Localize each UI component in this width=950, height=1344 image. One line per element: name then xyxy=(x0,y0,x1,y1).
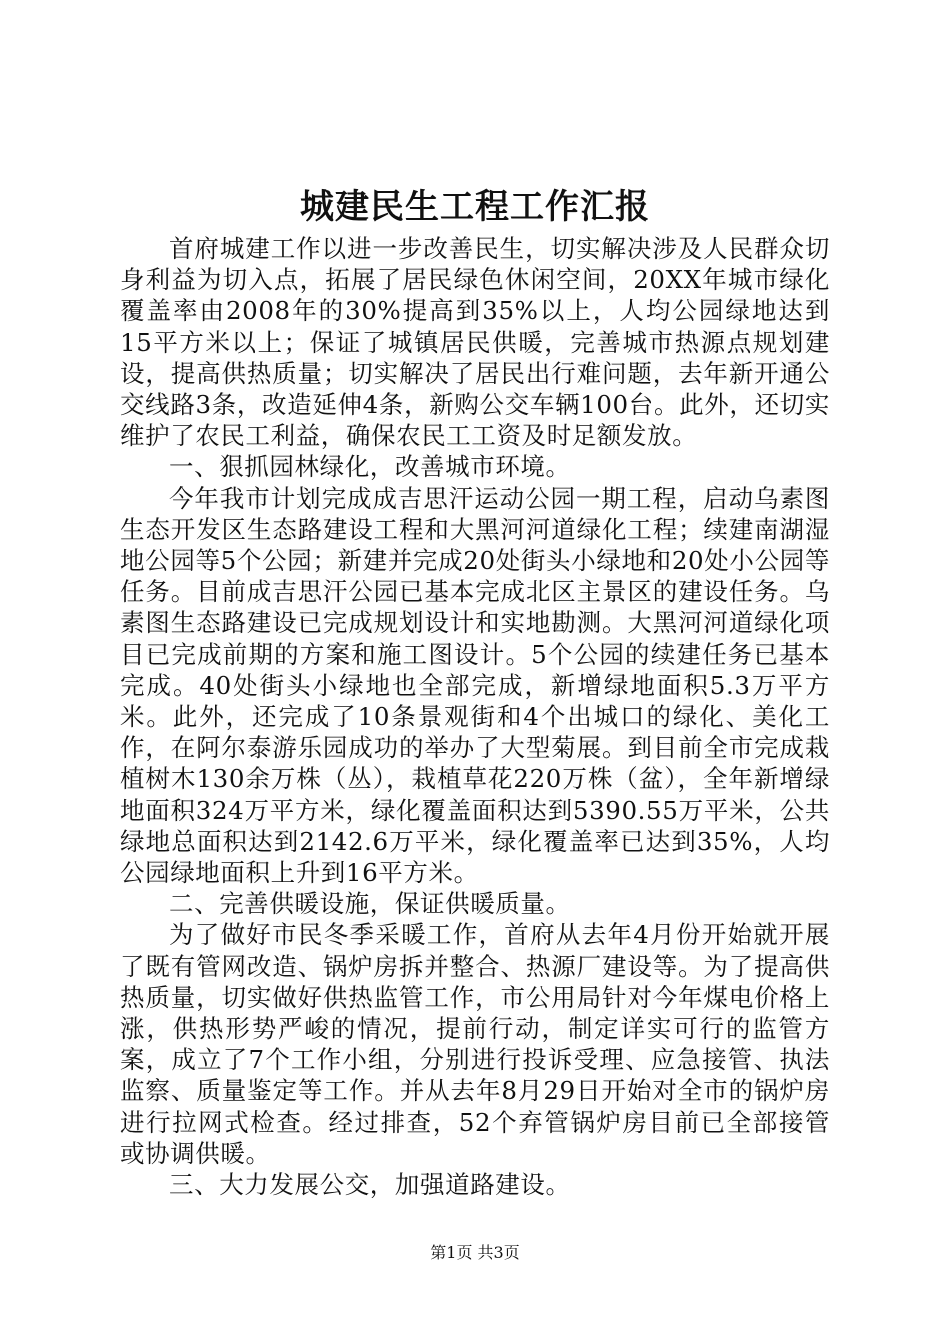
page-footer: 第1页 共3页 xyxy=(430,1243,520,1262)
paragraph-intro: 首府城建工作以进一步改善民生，切实解决涉及人民群众切身利益为切入点，拓展了居民绿色休闲空间，20XX年城市绿化覆盖率由2008年的30%提高到35%以上，人均公园绿地达到15平方米以上；保证了城镇居民供暖，完善城市热源点规划建设，提高供热质量；切实解决了居民出行难问题，去年新开通公交线路3条，改造延伸4条，新购公交车辆100台。此外，还切实维护了农民工利益，确保农民工工资及时足额发放。 xyxy=(120,234,830,451)
document-body xyxy=(120,233,830,1200)
section-heading-heating: 二、完善供暖设施，保证供暖质量。 xyxy=(169,889,571,919)
paragraph-heating: 为了做好市民冬季采暖工作，首府从去年4月份开始就开展了既有管网改造、锅炉房拆并整合、热源厂建设等。为了提高供热质量，切实做好供热监管工作，市公用局针对今年煤电价格上涨，供热形势严峻的情况，提前行动，制定详实可行的监管方案，成立了7个工作小组，分别进行投诉受理、应急接管、执法监察、质量鉴定等工作。并从去年8月29日开始对全市的锅炉房进行拉网式检查。经过排查，52个弃管锅炉房目前已全部接管或协调供暖。 xyxy=(120,920,830,1168)
section-heading-transit: 三、大力发展公交，加强道路建设。 xyxy=(169,1170,571,1200)
section-heading-greening: 一、狠抓园林绿化，改善城市环境。 xyxy=(169,452,571,482)
page-title: 城建民生工程工作汇报 xyxy=(300,187,650,227)
paragraph-greening: 今年我市计划完成成吉思汗运动公园一期工程，启动乌素图生态开发区生态路建设工程和大黑河河道绿化工程；续建南湖湿地公园等5个公园；新建并完成20处街头小绿地和20处小公园等任务。目前成吉思汗公园已基本完成北区主景区的建设任务。乌素图生态路建设已完成规划设计和实地勘测。大黑河河道绿化项目已完成前期的方案和施工图设计。5个公园的续建任务已基本完成。40处街头小绿地也全部完成，新增绿地面积5.3万平方米。此外，还完成了10条景观街和4个出城口的绿化、美化工作，在阿尔泰游乐园成功的举办了大型菊展。到目前全市完成栽植树木130余万株（丛），栽植草花220万株（盆），全年新增绿地面积324万平方米，绿化覆盖面积达到5390.55万平米，公共绿地总面积达到2142.6万平米，绿化覆盖率已达到35%，人均公园绿地面积上升到16平方米。 xyxy=(120,483,830,888)
